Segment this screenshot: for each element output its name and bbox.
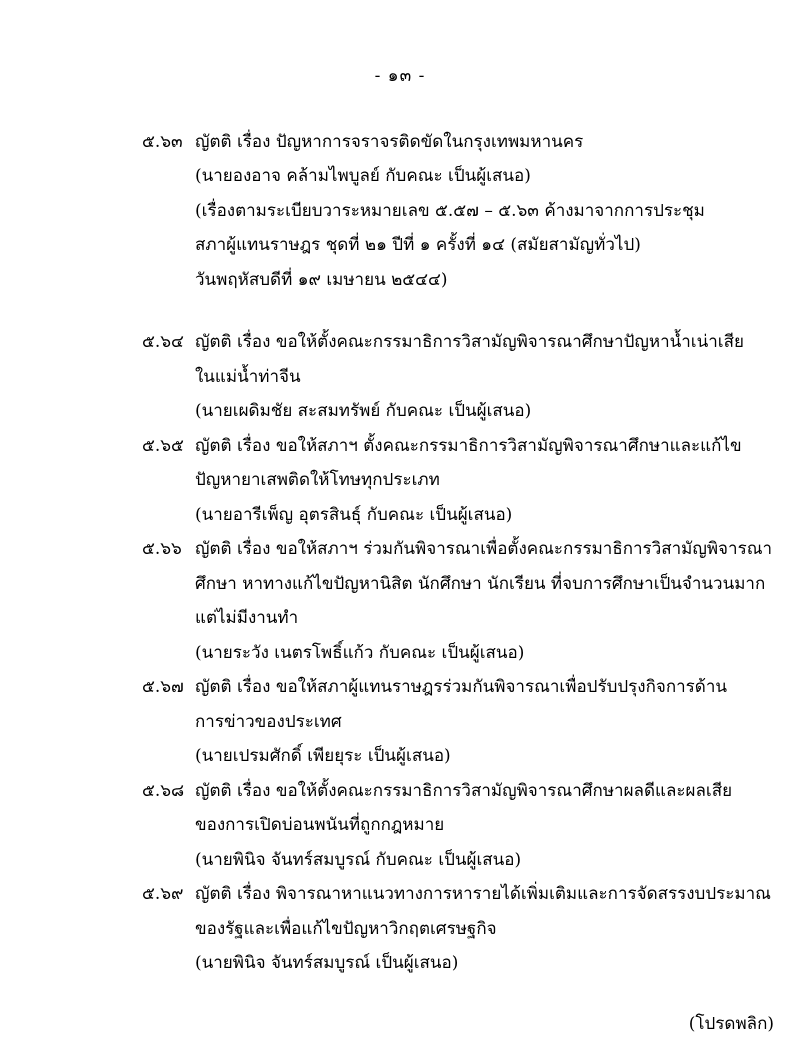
item-proposer: (นายระวัง เนตรโพธิ์แก้ว กับคณะ เป็นผู้เสนอ) xyxy=(195,643,525,663)
item-number: ๕.๖๔ xyxy=(142,332,184,352)
please-turn-over-note: (โปรดพลิก) xyxy=(688,1014,774,1034)
item-note-line: สภาผู้แทนราษฎร ชุดที่ ๒๑ ปีที่ ๑ ครั้งที่ ๑๔ (สมัยสามัญทั่วไป) xyxy=(195,235,641,255)
item-title: ญัตติ เรื่อง ขอให้สภาผู้แทนราษฎรร่วมกันพิจารณาเพื่อปรับปรุงกิจการด้าน xyxy=(195,677,728,697)
item-title-continued: ปัญหายาเสพติดให้โทษทุกประเภท xyxy=(195,470,440,490)
item-number: ๕.๖๖ xyxy=(142,539,182,559)
item-number: ๕.๖๗ xyxy=(142,677,184,697)
item-number: ๕.๖๙ xyxy=(142,884,184,904)
item-number: ๕.๖๘ xyxy=(142,781,185,801)
item-title-continued: ในแม่น้ำท่าจีน xyxy=(195,367,301,387)
item-title: ญัตติ เรื่อง ขอให้สภาฯ ร่วมกันพิจารณาเพื่อตั้งคณะกรรมาธิการวิสามัญพิจารณา xyxy=(195,539,773,559)
item-title: ญัตติ เรื่อง ขอให้ตั้งคณะกรรมาธิการวิสามัญพิจารณาศึกษาปัญหาน้ำเน่าเสีย xyxy=(195,332,744,352)
item-title-continued: ของการเปิดบ่อนพนันที่ถูกกฎหมาย xyxy=(195,815,445,835)
item-title: ญัตติ เรื่อง ปัญหาการจราจรติดขัดในกรุงเทพมหานคร xyxy=(195,132,584,152)
item-note-line: วันพฤหัสบดีที่ ๑๙ เมษายน ๒๕๔๔) xyxy=(195,270,448,290)
item-proposer: (นายอารีเพ็ญ อุตรสินธุ์ กับคณะ เป็นผู้เสนอ) xyxy=(195,505,513,525)
item-proposer: (นายพินิจ จันทร์สมบูรณ์ กับคณะ เป็นผู้เสนอ) xyxy=(195,850,522,870)
item-proposer: (นายเปรมศักดิ์ เพียยุระ เป็นผู้เสนอ) xyxy=(195,746,451,766)
item-proposer: (นายองอาจ คล้ามไพบูลย์ กับคณะ เป็นผู้เสนอ) xyxy=(195,166,531,186)
item-proposer: (นายเผดิมชัย สะสมทรัพย์ กับคณะ เป็นผู้เสนอ) xyxy=(195,401,532,421)
item-title-continued: การข่าวของประเทศ xyxy=(195,712,342,732)
item-title-continued: ศึกษา หาทางแก้ไขปัญหานิสิต นักศึกษา นักเรียน ที่จบการศึกษาเป็นจำนวนมาก xyxy=(195,574,766,594)
item-title: ญัตติ เรื่อง พิจารณาหาแนวทางการหารายได้เพิ่มเติมและการจัดสรรงบประมาณ xyxy=(195,884,771,904)
item-title-continued: แต่ไม่มีงานทำ xyxy=(195,608,299,628)
item-title-continued: ของรัฐและเพื่อแก้ไขปัญหาวิกฤตเศรษฐกิจ xyxy=(195,919,497,939)
item-number: ๕.๖๕ xyxy=(142,436,184,456)
item-number: ๕.๖๓ xyxy=(142,132,183,152)
item-note-line: (เรื่องตามระเบียบวาระหมายเลข ๕.๕๗ – ๕.๖๓ ค้างมาจากการประชุม xyxy=(195,201,705,221)
item-title: ญัตติ เรื่อง ขอให้สภาฯ ตั้งคณะกรรมาธิการวิสามัญพิจารณาศึกษาและแก้ไข xyxy=(195,436,742,456)
page-number: - ๑๓ - xyxy=(374,66,426,86)
item-title: ญัตติ เรื่อง ขอให้ตั้งคณะกรรมาธิการวิสามัญพิจารณาศึกษาผลดีและผลเสีย xyxy=(195,781,733,801)
item-proposer: (นายพินิจ จันทร์สมบูรณ์ เป็นผู้เสนอ) xyxy=(195,953,459,973)
